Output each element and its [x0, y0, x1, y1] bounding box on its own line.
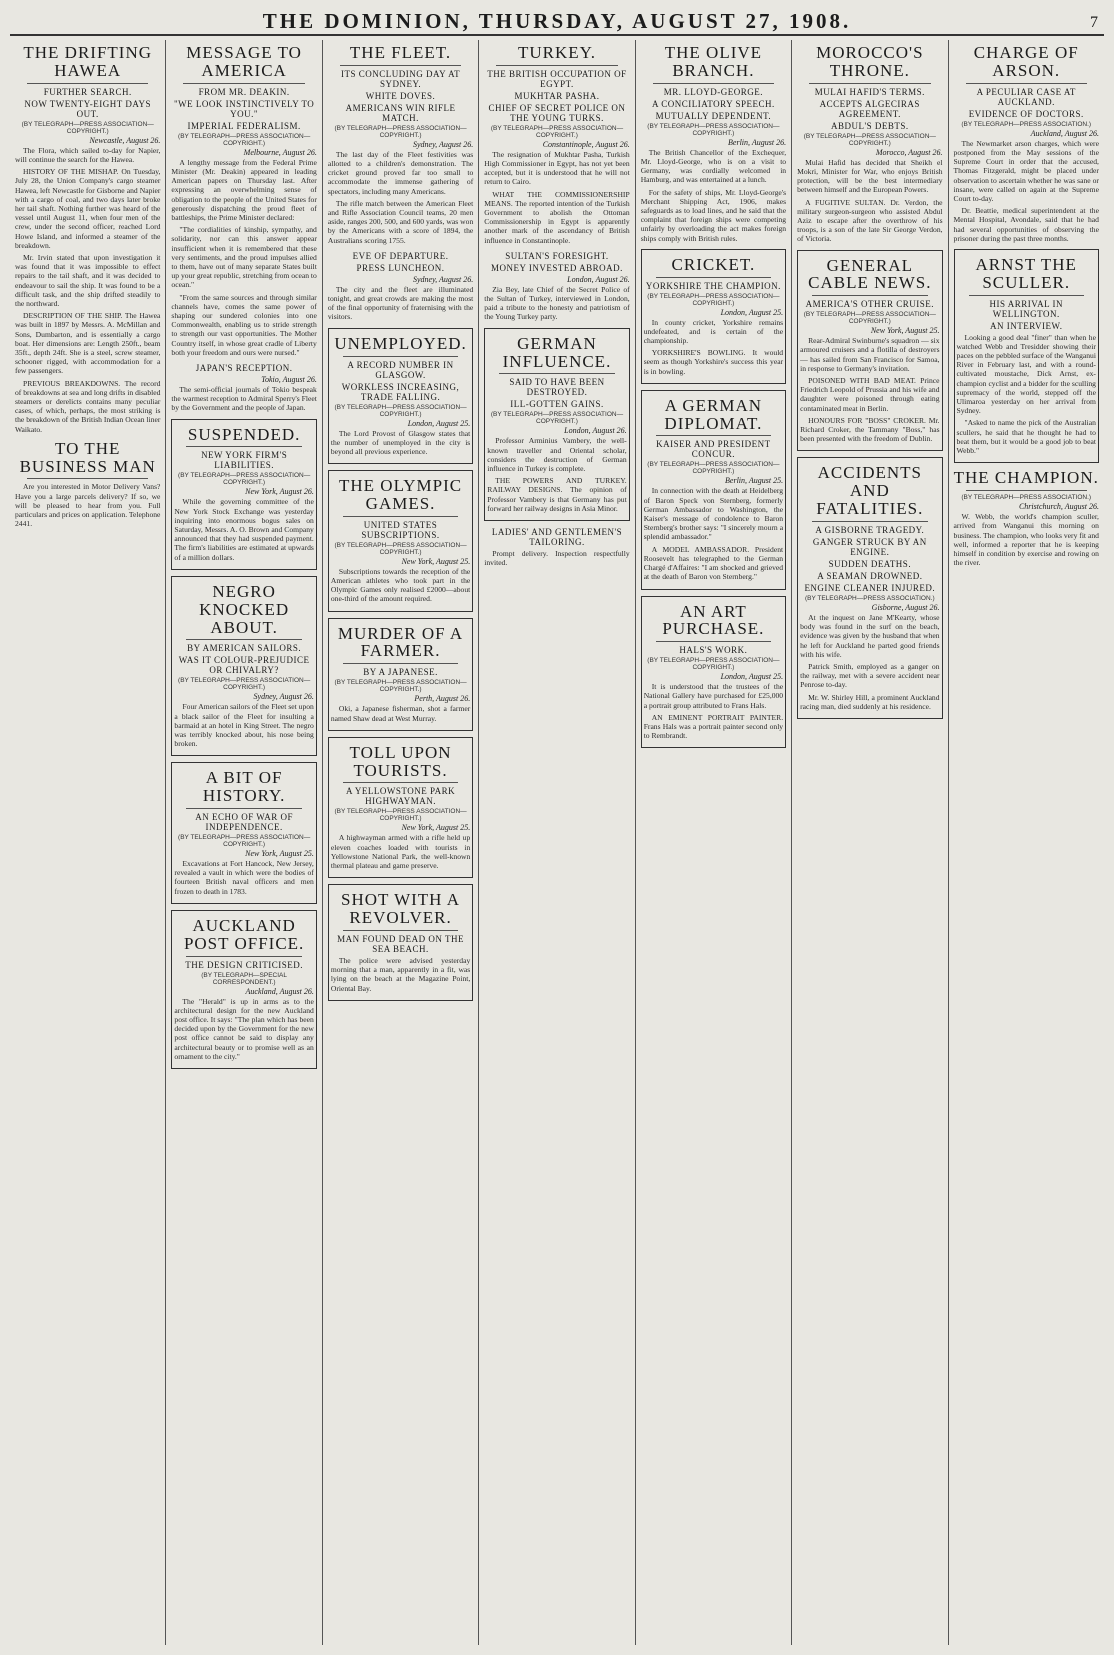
article-headline: CRICKET. [671, 254, 756, 274]
article-dateline: London, August 25. [720, 672, 784, 682]
article-subhead: MUKHTAR PASHA. [514, 90, 600, 101]
article-subhead: YORKSHIRE THE CHAMPION. [645, 280, 781, 291]
article-dateline: Berlin, August 25. [725, 476, 784, 486]
article-dateline: Sydney, August 26. [412, 274, 474, 284]
article-headline: MURDER OF A FARMER. [337, 623, 464, 661]
article-dateline: Auckland, August 26. [245, 986, 314, 996]
article-section [15, 440, 160, 529]
article-headline: GERMAN INFLUENCE. [502, 333, 612, 371]
article-subhead: LADIES' AND GENTLEMEN'S TAILORING. [491, 527, 623, 547]
article-headline: NEGRO KNOCKED ABOUT. [199, 581, 290, 637]
headline-rule [340, 65, 461, 66]
column-2 [166, 40, 322, 1645]
article-paragraph: A FUGITIVE SULTAN. Dr. Verdon, the military surgeon-surgeon who assisted Abdul Aziz to escape after the overthrow of his troops, is a son of the late Sir George Verdon, of Victoria. [797, 197, 943, 244]
article-section [171, 419, 316, 570]
article-section [171, 762, 316, 904]
press-credit: (BY TELEGRAPH—PRESS ASSOCIATION—COPYRIGHT.) [490, 411, 624, 426]
article-dateline: Christchurch, August 26. [1018, 502, 1099, 512]
article-paragraph: Excavations at Fort Hancock, New Jersey, revealed a vault in which were the bodies of fourteen British naval officers and men frozen to death in 1783. [174, 859, 314, 896]
article-dateline: Sydney, August 26. [253, 692, 314, 702]
article-paragraph: Are you interested in Motor Delivery Vans? Have you a large parcels delivery? If so, we will be pleased to hear from you. Full particulars and prices on application. Telephone 2441. [15, 482, 161, 529]
article-paragraph: At the inquest on Jane M'Kearty, whose body was found in the surf on the beach, evidence was given by the husband that when he left for Auckland he parted good friends with his wife. [800, 612, 940, 659]
article-paragraph: Professor Arminius Vambery, the well-known traveller and Oriental scholar, considers the destruction of German influence in Turkey is complete. [487, 436, 627, 473]
article-subhead: A RECORD NUMBER IN GLASGOW. [347, 359, 454, 380]
article-dateline: Perth, August 26. [414, 694, 471, 704]
press-credit: (BY TELEGRAPH—SPECIAL CORRESPONDENT.) [201, 971, 287, 986]
article-headline: A BIT OF HISTORY. [202, 768, 286, 806]
article-paragraph: Four American sailors of the Fleet set upon a black sailor of the Fleet for insulting a barmaid at an hotel in King Street. The negro was terribly knocked about, his nose being broken. [174, 702, 314, 749]
article-subhead: MAN FOUND DEAD ON THE SEA BEACH. [337, 933, 464, 954]
article-subhead: AN INTERVIEW. [990, 320, 1063, 331]
article-subhead: MULAI HAFID'S TERMS. [814, 86, 925, 97]
article-dateline: Sydney, August 26. [412, 139, 474, 149]
article-section [954, 44, 1099, 243]
article-paragraph: YORKSHIRE'S BOWLING. It would seem as though Yorkshire's success this year is in bowling. [643, 348, 784, 376]
article-headline: ARNST THE SCULLER. [975, 254, 1077, 292]
article-paragraph: The "Herald" is up in arms as to the architectural design for the new Auckland post office. It says: "The plan which has been decided upon by the Government for the new post office cannot be said to display any architectural beauty or to promise well as an ornament to the city." [174, 996, 314, 1061]
article-headline: A GERMAN DIPLOMAT. [664, 395, 763, 433]
headline-rule [343, 663, 458, 664]
masthead [10, 8, 1104, 36]
article-paragraph: For the safety of ships, Mr. Lloyd-George's Merchant Shipping Act, 1906, makes safeguards as to load lines, and he said that the complaint that foreign ships were competing unfairly by overloading the act makes foreign ships comply with British rules. [640, 187, 787, 243]
article-subhead: PRESS LUNCHEON. [356, 262, 445, 273]
article-headline: MOROCCO'S THRONE. [816, 43, 924, 80]
article-subhead: SAID TO HAVE BEEN DESTROYED. [509, 377, 605, 398]
article-dateline: London, August 26. [567, 274, 630, 284]
article-section [641, 390, 786, 590]
article-subhead: THE DESIGN CRITICISED. [185, 959, 303, 970]
article-subhead: A CONCILIATORY SPEECH. [652, 98, 775, 109]
article-dateline: London, August 25. [720, 307, 784, 317]
article-subhead: WHITE DOVES. [365, 90, 436, 101]
article-paragraph: THE POWERS AND TURKEY. RAILWAY DESIGNS. The opinion of Professor Vambery is that Germany has put forward her railway designs in Asia Minor. [487, 476, 627, 513]
article-section [484, 251, 629, 322]
press-credit: (BY TELEGRAPH—PRESS ASSOCIATION—COPYRIGHT.) [490, 124, 624, 139]
column-1 [10, 40, 166, 1645]
article-subhead: NEW YORK FIRM'S LIABILITIES. [201, 450, 288, 471]
article-section [171, 363, 316, 413]
article-paragraph: Patrick Smith, employed as a ganger on the railway, met with a severe accident near Penrose to-day. [800, 661, 940, 690]
headline-rule [343, 356, 458, 357]
article-dateline: New York, August 25. [401, 823, 471, 833]
article-subhead: WORKLESS INCREASING, TRADE FALLING. [341, 381, 460, 402]
article-paragraph: A MODEL AMBASSADOR. President Roosevelt has telegraphed to the German Chargé d'Affaires: "I am shocked and grieved at the death of Baron von Sternberg." [643, 544, 784, 582]
article-section [484, 527, 629, 567]
press-credit: (BY TELEGRAPH—PRESS ASSOCIATION.) [961, 120, 1092, 128]
article-dateline: London, August 25. [407, 418, 471, 428]
article-section [328, 251, 473, 322]
article-headline: SUSPENDED. [187, 424, 301, 444]
headline-rule [653, 83, 774, 84]
column-5 [636, 40, 792, 1645]
article-section [641, 596, 786, 749]
article-paragraph: HONOURS FOR "BOSS" CROKER. Mr. Richard Croker, the Tammany "Boss," has been presented with the freedom of Dublin. [800, 415, 940, 444]
article-subhead: "WE LOOK INSTINCTIVELY TO YOU." [173, 98, 315, 119]
article-headline: MESSAGE TO AMERICA [186, 43, 302, 80]
article-subhead: THE BRITISH OCCUPATION OF EGYPT. [487, 68, 627, 89]
article-dateline: Newcastle, August 26. [89, 135, 161, 145]
article-section [797, 44, 942, 244]
article-paragraph: Mr. Irvin stated that upon investigation it was found that it was impossible to effect repairs to the tail shaft, and it was decided to endeavour to sail the ship. It was found to be a difficult task, and the ship drifted steadily to the northward. [15, 252, 161, 308]
article-paragraph: Mr. W. Shirley Hill, a prominent Auckland racing man, died suddenly at his residence. [800, 692, 940, 711]
article-paragraph: A lengthy message from the Federal Prime Minister (Mr. Deakin) appeared in leading American papers on Thursday last. After expressing an overwhelming sense of obligation to the people of the United States for generously dispatching the proud fleet of battleships, the Prime Minister declared: [171, 157, 317, 222]
column-7 [949, 40, 1104, 1645]
article-headline: TO THE BUSINESS MAN [19, 438, 156, 476]
article-section [328, 618, 473, 731]
article-subhead: MONEY INVESTED ABROAD. [491, 262, 623, 273]
press-credit: (BY TELEGRAPH—PRESS ASSOCIATION—COPYRIGHT.) [178, 677, 311, 692]
headline-rule [812, 521, 927, 522]
article-section [171, 910, 316, 1069]
article-headline: SHOT WITH A REVOLVER. [341, 890, 461, 928]
headline-rule [969, 295, 1084, 296]
article-paragraph: The resignation of Mukhtar Pasha, Turkish High Commissioner in Egypt, has not yet been accepted, but it is understood that he will not return to Cairo. [484, 149, 630, 187]
press-credit: (BY TELEGRAPH—PRESS ASSOCIATION—COPYRIGHT.) [178, 472, 311, 487]
article-dateline: Melbourne, August 26. [243, 147, 317, 157]
article-headline: TURKEY. [517, 43, 596, 62]
article-paragraph: The Newmarket arson charges, which were postponed from the May sessions of the Supreme Court in order that the accused, Thomas Fitzgerald, might be placed under observation to ascertain whether he was sane or insane, were called on again at the Supreme Court to-day. [953, 138, 1099, 203]
article-paragraph: Looking a good deal "finer" than when he watched Webb and Tresidder showing their paces on the pebbled surface of the Wanganui River in February last, and with a round-cultivated moustache, Dick Arnst, ex-champion cyclist and a bidder for the sculling supremacy of the world, stepped off the Ulimaroa yesterday on her arrival from Sydney. [956, 332, 1096, 416]
article-subhead: IMPERIAL FEDERALISM. [187, 120, 301, 131]
article-section [328, 470, 473, 612]
article-paragraph: Subscriptions towards the reception of the American athletes who took part in the Olympic Games only realised £2000—about one-third of the amount required. [330, 566, 471, 604]
headline-rule [656, 277, 771, 278]
headline-rule [499, 373, 614, 374]
article-subhead: GANGER STRUCK BY AN ENGINE. [812, 536, 927, 557]
press-credit: (BY TELEGRAPH—PRESS ASSOCIATION—COPYRIGHT.) [647, 657, 780, 672]
article-paragraph: Zia Bey, late Chief of the Secret Police of the Sultan of Turkey, interviewed in London, paid a tribute to the honesty and patriotism of the Young Turkey party. [484, 284, 630, 322]
article-headline: CHARGE OF ARSON. [973, 43, 1079, 80]
article-headline: UNEMPLOYED. [334, 333, 467, 353]
article-section [641, 44, 786, 243]
article-paragraph: In county cricket, Yorkshire remains undefeated, and is certain of the championship. [643, 317, 784, 345]
article-subhead: A PECULIAR CASE AT AUCKLAND. [976, 86, 1076, 107]
article-paragraph: "Asked to name the pick of the Australian scullers, he said that he thought he had to beat them, but it would be a good job to beat Webb." [956, 418, 1096, 456]
headline-rule [809, 83, 930, 84]
headline-rule [343, 930, 458, 931]
article-subhead: ITS CONCLUDING DAY AT SYDNEY. [341, 68, 461, 89]
article-paragraph: It is understood that the trustees of the National Gallery have purchased for £25,000 a portrait group attributed to Frans Hals. [643, 682, 784, 710]
page-number: 7 [1090, 14, 1098, 31]
article-subhead: A YELLOWSTONE PARK HIGHWAYMAN. [345, 786, 456, 807]
article-section [484, 328, 629, 521]
article-subhead: EVE OF DEPARTURE. [352, 250, 449, 261]
article-headline: ACCIDENTS AND FATALITIES. [816, 463, 924, 519]
article-section [171, 44, 316, 357]
article-subhead: ABDUL'S DEBTS. [831, 120, 909, 131]
article-subhead: HALS'S WORK. [679, 645, 748, 656]
article-subhead: AMERICA'S OTHER CRUISE. [805, 299, 935, 310]
press-credit: (BY TELEGRAPH—PRESS ASSOCIATION—COPYRIGHT.) [647, 461, 780, 476]
press-credit: (BY TELEGRAPH—PRESS ASSOCIATION—COPYRIGHT.) [647, 292, 780, 307]
article-subhead: SULTAN'S FORESIGHT. [505, 250, 609, 261]
press-credit: (BY TELEGRAPH—PRESS ASSOCIATION—COPYRIGHT.) [334, 541, 467, 556]
headline-rule [966, 490, 1087, 491]
article-section [328, 884, 473, 1001]
article-dateline: Constantinople, August 26. [542, 139, 630, 149]
column-6 [792, 40, 948, 1645]
article-paragraph: Oki, a Japanese fisherman, shot a farmer named Shaw dead at West Murray. [330, 704, 471, 723]
article-subhead: EVIDENCE OF DOCTORS. [968, 108, 1084, 119]
article-paragraph: While the governing committee of the New York Stock Exchange was yesterday inquiring into enormous bogus sales on Saturday, Messrs. A. O. Brown and Company announced that they had suspended payment. The firm's liabilities are estimated at upwards of a million dollars. [174, 497, 314, 562]
article-section [328, 328, 473, 464]
article-paragraph: The Flora, which sailed to-day for Napier, will continue the search for the Hawea. [15, 145, 161, 164]
headline-rule [496, 65, 617, 66]
article-subhead: A GISBORNE TRAGEDY. [815, 524, 925, 535]
article-paragraph: The Lord Provost of Glasgow states that the number of unemployed in the city is beyond all previous experience. [330, 428, 471, 456]
headline-rule [186, 446, 301, 447]
headline-rule [183, 83, 304, 84]
press-credit: (BY TELEGRAPH—PRESS ASSOCIATION—COPYRIGHT.) [178, 834, 311, 849]
headline-rule [343, 516, 458, 517]
article-section [171, 576, 316, 757]
article-section [797, 250, 942, 452]
columns-container [10, 40, 1104, 1645]
press-credit: (BY TELEGRAPH—PRESS ASSOCIATION—COPYRIGHT.) [803, 311, 936, 326]
article-headline: GENERAL CABLE NEWS. [808, 255, 932, 293]
article-paragraph: Prompt delivery. Inspection respectfully invited. [484, 549, 630, 568]
article-section [484, 44, 629, 245]
article-paragraph: The city and the fleet are illuminated tonight, and great crowds are making the most of the final opportunity of fraternising with the visitors. [327, 284, 474, 322]
article-subhead: AMERICANS WIN RIFLE MATCH. [345, 102, 456, 123]
article-section [954, 469, 1099, 567]
article-dateline: New York, August 25. [401, 556, 471, 566]
press-credit: (BY TELEGRAPH—PRESS ASSOCIATION.) [804, 594, 935, 602]
article-paragraph: The police were advised yesterday morning that a man, apparently in a fit, was lying on the beach at the Magazine Point, Oriental Bay. [330, 955, 471, 993]
article-subhead: A SEAMAN DROWNED. [817, 570, 923, 581]
article-paragraph: WHAT THE COMMISSIONERSHIP MEANS. The reported intention of the Turkish Government to abolish the Ottoman Commissionership in Egypt is apparently another mark of the ascendancy of British influence in Constantinople. [484, 189, 630, 245]
article-subhead: CHIEF OF SECRET POLICE ON THE YOUNG TURKS. [488, 102, 626, 123]
article-subhead: SUDDEN DEATHS. [828, 558, 912, 569]
press-credit: (BY TELEGRAPH—PRESS ASSOCIATION—COPYRIGHT.) [334, 124, 467, 139]
headline-rule [343, 782, 458, 783]
article-paragraph: The last day of the Fleet festivities was allotted to a children's demonstration. The cricket ground proved far too small to accommodate the immense gathering of spectators, including many Americans. [327, 149, 474, 196]
article-paragraph: W. Webb, the world's champion sculler, arrived from Wanganui this morning on business. The champion, who looks very fit and well, informed a reporter that he is keeping himself in condition by exercise and rowing on the river. [953, 512, 1099, 568]
article-paragraph: Rear-Admiral Swinburne's squadron — six armoured cruisers and a flotilla of destroyers — has sailed from San Francisco for Samoa, in response to Germany's invitation. [800, 336, 940, 373]
article-subhead: ACCEPTS ALGECIRAS AGREEMENT. [819, 98, 920, 119]
article-paragraph: HISTORY OF THE MISHAP. On Tuesday, July 28, the Union Company's cargo steamer Hawea, left Newcastle for Gisborne and Napier with a cargo of coal, and two days later broke her tail shaft. Nothing further was heard of the vessel until August 11, when four men of the crew, under the second officer, reached Lord Howe Island, and informed a steamer of the breakdown. [15, 167, 161, 250]
article-paragraph: The semi-official journals of Tokio bespeak the warmest reception to Admiral Sperry's Fleet by the Government and the people of Japan. [171, 384, 317, 413]
article-dateline: Gisborne, August 26. [871, 602, 940, 612]
article-subhead: UNITED STATES SUBSCRIPTIONS. [361, 519, 440, 540]
article-headline: THE OLIVE BRANCH. [664, 43, 763, 80]
article-subhead: FROM MR. DEAKIN. [198, 86, 290, 97]
article-dateline: New York, August 26. [245, 487, 314, 497]
article-paragraph: The rifle match between the American Fleet and Rifle Association Council teams, 20 men aside, ranges 200, 500, and 600 yards, was won by the Americans with a score of 1894, the Australians scoring 1755. [327, 198, 474, 245]
article-headline: THE DRIFTING HAWEA [23, 43, 153, 80]
headline-rule [656, 641, 771, 642]
article-paragraph: DESCRIPTION OF THE SHIP. The Hawea was built in 1897 by Messrs. A. McMillan and Sons, Dumbarton, and is essentially a cargo boat. Her dimensions are: Length 250ft., beam 35ft., depth 24ft. She is a steel, screw steamer, schooner rigged, with accommodation for a few passengers. [15, 311, 161, 376]
article-subhead: JAPAN'S RECEPTION. [195, 362, 293, 373]
article-subhead: AN ECHO OF WAR OF INDEPENDENCE. [195, 812, 294, 833]
headline-rule [27, 83, 148, 84]
article-dateline: Auckland, August 26. [1030, 128, 1099, 138]
article-headline: TOLL UPON TOURISTS. [349, 742, 452, 780]
press-credit: (BY TELEGRAPH—PRESS ASSOCIATION—COPYRIGHT.) [21, 120, 154, 135]
press-credit: (BY TELEGRAPH—PRESS ASSOCIATION—COPYRIGHT.) [334, 808, 467, 823]
article-subhead: BY A JAPANESE. [363, 667, 438, 678]
article-subhead: KAISER AND PRESIDENT CONCUR. [656, 439, 771, 460]
article-paragraph: Dr. Beattie, medical superintendent at the Mental Hospital, Avondale, said that he had had several opportunities of observing the prisoner during the past three months. [953, 206, 1099, 243]
article-section [328, 737, 473, 879]
article-headline: THE FLEET. [349, 43, 452, 62]
article-paragraph: AN EMINENT PORTRAIT PAINTER. Frans Hals was a portrait painter second only to Rembrandt. [643, 712, 784, 741]
article-paragraph: A highwayman armed with a rifle held up eleven coaches loaded with tourists in Yellowstone National Park, the well-known thermal plateau and game preserve. [330, 833, 471, 871]
column-4 [479, 40, 635, 1645]
article-headline: THE CHAMPION. [953, 468, 1099, 488]
article-headline: THE OLYMPIC GAMES. [339, 476, 463, 513]
article-headline: AUCKLAND POST OFFICE. [183, 915, 305, 953]
headline-rule [812, 295, 927, 296]
press-credit: (BY TELEGRAPH—PRESS ASSOCIATION—COPYRIGHT.) [803, 132, 936, 147]
column-3 [323, 40, 479, 1645]
article-subhead: ILL-GOTTEN GAINS. [510, 399, 604, 410]
masthead-title: THE DOMINION, THURSDAY, AUGUST 27, 1908. [262, 9, 852, 33]
article-paragraph: In connection with the death at Heidelberg of Baron Speck von Sternberg, formerly German Ambassador to Washington, the Kaiser's message of condolence to Baron Sternberg's brother says: "I sincerely mourn a splendid ambassador." [643, 486, 784, 542]
press-credit: (BY TELEGRAPH—PRESS ASSOCIATION—COPYRIGHT.) [178, 132, 311, 147]
article-paragraph: The British Chancellor of the Exchequer, Mr. Lloyd-George, who is on a visit to Germany, was cordially welcomed in Hamburg, and was entertained at a lunch. [640, 147, 787, 185]
article-dateline: London, August 26. [564, 426, 627, 436]
article-paragraph: Mulai Hafid has decided that Sheikh el Mokri, Minister for War, who enjoys British protection, will be the best intermediary between himself and the European Powers. [797, 157, 943, 195]
article-section [797, 457, 942, 719]
press-credit: (BY TELEGRAPH—PRESS ASSOCIATION—COPYRIGHT.) [334, 679, 467, 694]
article-subhead: ENGINE CLEANER INJURED. [804, 582, 936, 593]
headline-rule [656, 435, 771, 436]
headline-rule [27, 478, 148, 479]
article-paragraph: PREVIOUS BREAKDOWNS. The record of breakdowns at sea and long drifts in disabled steamers or derelicts contains many peculiar cases, of which, perhaps, the most striking is the breakdown of the British Indian Ocean liner Waikato. [15, 378, 161, 434]
article-subhead: BY AMERICAN SAILORS. [187, 643, 302, 654]
press-credit: (BY TELEGRAPH—PRESS ASSOCIATION.) [961, 494, 1092, 502]
headline-rule [966, 83, 1087, 84]
article-paragraph: POISONED WITH BAD MEAT. Prince Friedrich Leopold of Prussia and his wife and daughter were poisoned through eating contaminated meat in Berlin. [800, 376, 940, 413]
article-dateline: New York, August 25. [870, 326, 940, 336]
headline-rule [186, 808, 301, 809]
article-headline: AN ART PURCHASE. [662, 601, 765, 639]
article-section [641, 249, 786, 384]
article-dateline: Berlin, August 26. [728, 137, 787, 147]
headline-rule [186, 956, 301, 957]
article-section [15, 44, 160, 434]
article-paragraph: "The cordialities of kinship, sympathy, and solidarity, nor can this answer appear insufficient when it is remembered that these very sentiments, and the proud impulses allied to them, have out of many separate States built up your great republic, stretching from ocean to ocean." [171, 225, 317, 290]
article-subhead: NOW TWENTY-EIGHT DAYS OUT. [24, 98, 152, 119]
article-dateline: Tokio, August 26. [261, 374, 317, 384]
article-subhead: MR. LLOYD-GEORGE. [663, 86, 764, 97]
article-paragraph: "From the same sources and through similar channels have, comes the same power of shaping our sundered colonies into one Commonwealth, enabling us to stride strength to strength our vast opportunities. The Mother Country itself, in whose great cradle of Liberty both your freedom and ours were nursed." [171, 292, 317, 357]
press-credit: (BY TELEGRAPH—PRESS ASSOCIATION—COPYRIGHT.) [647, 122, 780, 137]
article-section [954, 249, 1099, 463]
article-subhead: FURTHER SEARCH. [43, 86, 132, 97]
headline-rule [186, 639, 301, 640]
article-section [328, 44, 473, 245]
article-subhead: WAS IT COLOUR-PREJUDICE OR CHIVALRY? [178, 655, 310, 676]
press-credit: (BY TELEGRAPH—PRESS ASSOCIATION—COPYRIGHT.) [334, 403, 467, 418]
article-subhead: MUTUALLY DEPENDENT. [655, 110, 772, 121]
article-subhead: HIS ARRIVAL IN WELLINGTON. [989, 298, 1063, 319]
article-dateline: New York, August 25. [245, 849, 314, 859]
article-dateline: Morocco, August 26. [875, 147, 943, 157]
